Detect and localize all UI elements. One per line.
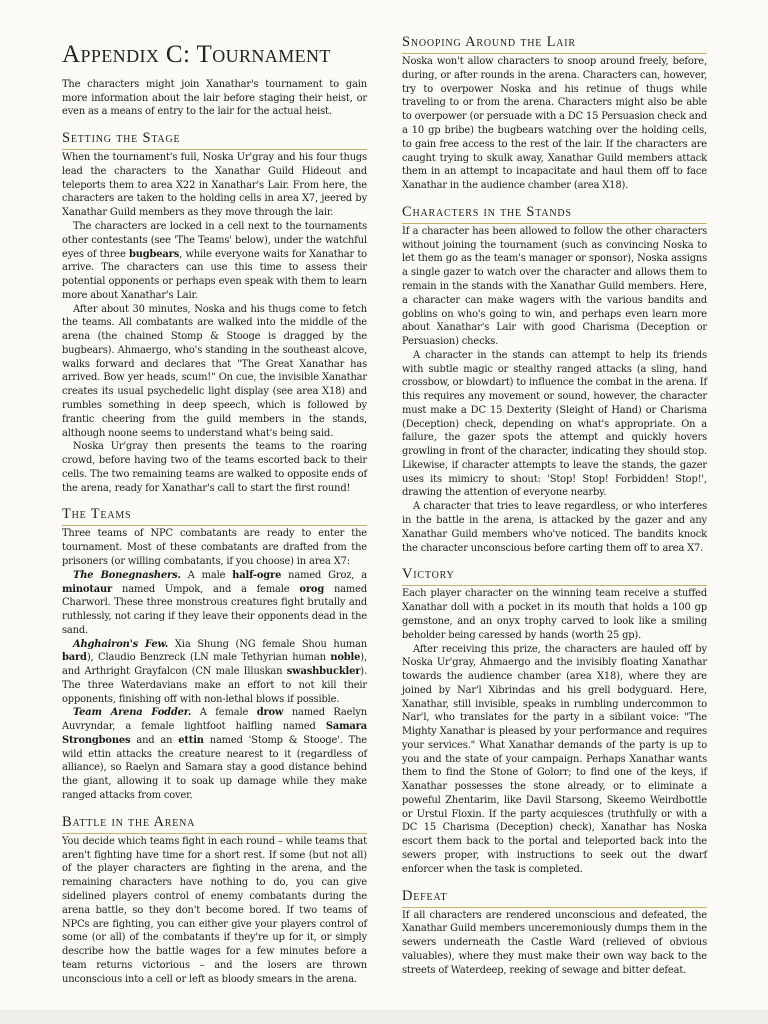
text-run: named Raelyn Auvryndar, a female lightfoot halfling named: [62, 707, 367, 733]
team-bonegnashers: [62, 569, 367, 638]
setting-paragraph-4: Noska Ur'gray then presents the teams to the roaring crowd, before having two of the teams escorted back to their cells. The two remaining teams are walked to opposite ends of the arena, ready for Xanathar's call to start the first round!: [62, 441, 367, 494]
stands-heading: Characters in the Stands: [402, 202, 707, 224]
text-run: named Umpok, and a female: [112, 583, 300, 595]
text-run: named Groz, a: [281, 569, 367, 581]
creature-ettin: ettin: [178, 734, 204, 746]
text-run: A female: [191, 707, 257, 719]
stands-paragraph-1: If a character has been allowed to follow the other characters without joining the tournament (such as convincing Noska to let them go as the team's manager or sponsor), Noska assigns a single gazer to watch over the character and allows them to remain in the stands with the Xanathar Guild members. Here, a character can make wagers with the various bandits and goblins on who's going to win, and perhaps even learn more about Xanathar's Lair with good Charisma (Deception or Persuasion) checks.: [402, 225, 707, 348]
team-name: Team Arena Fodder.: [73, 707, 192, 719]
victory-paragraph-1: Each player character on the winning team receive a stuffed Xanathar doll with a pocket in its mouth that holds a 100 gp gemstone, and an onyx trophy carved to look like a smiling beholder being caressed by hands (worth 25 gp).: [402, 588, 707, 641]
team-ahghairons-few: [62, 638, 367, 707]
team-name: Ahghairon's Few.: [73, 638, 169, 650]
text-run: ). The three Waterdavians make an effort to not kill their opponents, finishing off with non-lethal blows if possible.: [62, 666, 367, 705]
victory-heading: Victory: [402, 564, 707, 586]
page-bottom-band: [0, 1010, 768, 1024]
creature-drow: drow: [256, 707, 284, 719]
creature-half-ogre: half-ogre: [232, 569, 282, 581]
battle-paragraph-1: You decide which teams fight in each round – while teams that aren't fighting have time for a short rest. If some (but not all) of the player characters are fighting in the arena, and the remaining characters have nothing to do, you can give sidelined players control of enemy combatants during the arena battle, so they don't become bored. If two teams of NPCs are fighting, you can either give your players control of some (or all) of the combatants if they're up for it, or simply describe how the battle wages for a few minutes before a team returns victorious – and the losers are thrown unconscious into a cell or left as bloody smears in the arena.: [62, 835, 367, 985]
teams-paragraph-1: Three teams of NPC combatants are ready to enter the tournament. Most of these combatants are drafted from the prisoners (or willing combatants, if you choose) in area X7:: [62, 528, 367, 567]
text-run: The characters are locked in a cell next to the tournaments other contestants (see 'The Teams' below), under the watchful eyes of three: [62, 221, 367, 260]
creature-swashbuckler: swashbuckler: [286, 666, 361, 678]
right-column: [402, 32, 707, 978]
victory-paragraph-2: After receiving this prize, the characters are hauled off by Noska Ur'gray, Ahmaergo and the invisibly floating Xanathar towards the audience chamber (area X18), where they are joined by Nar'l Xibrindas and his grell bodyguard. Here, Xanathar, still invisible, speaks in rumbling undercommon to Nar'l, who translates for the party in a sibilant voice: "The Mighty Xanathar is pleased by your performance and requires your services." What Xanathar demands of the party is up to you and the state of your campaign. Perhaps Xanathar wants them to find the Stone of Golorr; to find one of the keys, if Xanathar possesses the stone already, or to eliminate a poweful Zhentarim, like Davil Starsong, Skeemo Weirdbottle or Urstul Floxin. If the party acquiesces (truthfully or with a DC 15 Charisma (Deception) check), Xanathar has Noska escort them back to the portal and teleported back into the sewers proper, with instructions to seek out the dwarf enforcer when the task is completed.: [402, 643, 707, 875]
text-run: named 'Stomp & Stooge'. The wild ettin attacks the creature nearest to it (regardless of alliance), so Raelyn and Samara stay a good distance behind the giant, allowing it to soak up damage while they make ranged attacks from cover.: [62, 734, 367, 802]
defeat-paragraph-1: If all characters are rendered unconscious and defeated, the Xanathar Guild members unceremoniously dumps them in the sewers underneath the Castle Ward (relieved of obvious valuables), where they must make their own way back to the streets of Waterdeep, reeking of sewage and bitter defeat.: [402, 909, 707, 976]
team-arena-fodder: [62, 706, 367, 802]
left-column: [62, 32, 367, 986]
text-run: Xia Shung (NG female Shou human: [168, 638, 368, 650]
setting-paragraph-3: After about 30 minutes, Noska and his thugs come to fetch the teams. All combatants are walked into the middle of the arena (the chained Stomp & Stooge is dragged by the bugbears). Ahmaergo, who's standing in the southeast alcove, walks forward and declares that "The Great Xanathar has arrived. Bow yer heads, scum!" On cue, the invisible Xanathar creates its usual psychedelic light display (see area X18) and rumbles something in deep speech, which is followed by frantic cheering from the guild members in the stands, although noone seems to understand what's being said.: [62, 303, 367, 439]
stands-paragraph-3: A character that tries to leave regardless, or who interferes in the battle in the arena, is attacked by the gazer and any Xanathar Guild members who've noticed. The bandits knock the character unconscious before carting them off to area X7.: [402, 501, 707, 554]
setting-heading: Setting the Stage: [62, 128, 367, 150]
snooping-heading: Snooping Around the Lair: [402, 32, 707, 54]
creature-bugbears: bugbears: [129, 248, 180, 260]
intro-paragraph: The characters might join Xanathar's tournament to gain more information about the lair before staging their heist, or even as a means of entry to the lair for the actual heist.: [62, 78, 367, 118]
battle-heading: Battle in the Arena: [62, 812, 367, 834]
text-run: , while everyone waits for Xanathar to arrive. The characters can use this time to assess their potential opponents or perhaps even speak with them to learn more about Xanathar's Lair.: [62, 248, 367, 301]
defeat-heading: Defeat: [402, 886, 707, 908]
team-name: The Bonegnashers.: [73, 569, 181, 581]
teams-heading: The Teams: [62, 504, 367, 526]
creature-noble: noble: [330, 652, 361, 664]
creature-bard: bard: [62, 652, 87, 664]
creature-orog: orog: [299, 583, 325, 595]
page-title: Appendix C: Tournament: [62, 41, 331, 68]
setting-paragraph-1: When the tournament's full, Noska Ur'gray and his four thugs lead the characters to the Xanathar Guild Hideout and teleports them to area X22 in Xanathar's Lair. From here, the characters are taken to the holding cells in area X7, jeered by Xanathar Guild members as they move through the lair.: [62, 152, 367, 219]
text-run: named Charworl. These three monstrous creatures fight brutally and ruthlessly, not caring if they leave their opponents dead in the sand.: [62, 583, 367, 636]
creature-samara: Samara Strongbones: [62, 721, 367, 746]
text-run: ), Claudio Benzreck (LN male Tethyrian human: [86, 652, 331, 664]
snooping-paragraph-1: Noska won't allow characters to snoop around freely, before, during, or after rounds in the arena. Characters can, however, try to overpower Noska and his retinue of thugs while traveling to or from the arena. Characters might also be able to overpower (or persuade with a DC 15 Persuasion check and a 10 gp bribe) the bugbears watching over the holding cells, to gain free access to the rest of the lair. If the characters are caught trying to skulk away, Xanathar Guild members attack them in an attempt to incapacitate and haul them off to face Xanathar in the audience chamber (area X18).: [402, 56, 708, 192]
setting-paragraph-2: [62, 220, 367, 303]
creature-minotaur: minotaur: [62, 583, 113, 595]
stands-paragraph-2: A character in the stands can attempt to help its friends with subtle magic or stealthy ranged attacks (a sling, hand crossbow, or blowdart) to influence the combat in the arena. If this requires any movement or sound, however, the character must make a DC 15 Dexterity (Sleight of Hand) or Charisma (Deception) check, depending on what's appropriate. On a failure, the gazer spots the attempt and quickly hovers growling in front of the character, indicating they should stop. Likewise, if character attempts to leave the stands, the gazer uses its mimicry to shout: 'Stop! Stop! Forbidden! Stop!', drawing the attention of everyone nearby.: [402, 349, 707, 499]
text-run: ), and Arthright Grayfalcon (CN male Illuskan: [62, 652, 367, 678]
text-run: A male: [180, 569, 233, 581]
text-run: and an: [130, 734, 179, 746]
